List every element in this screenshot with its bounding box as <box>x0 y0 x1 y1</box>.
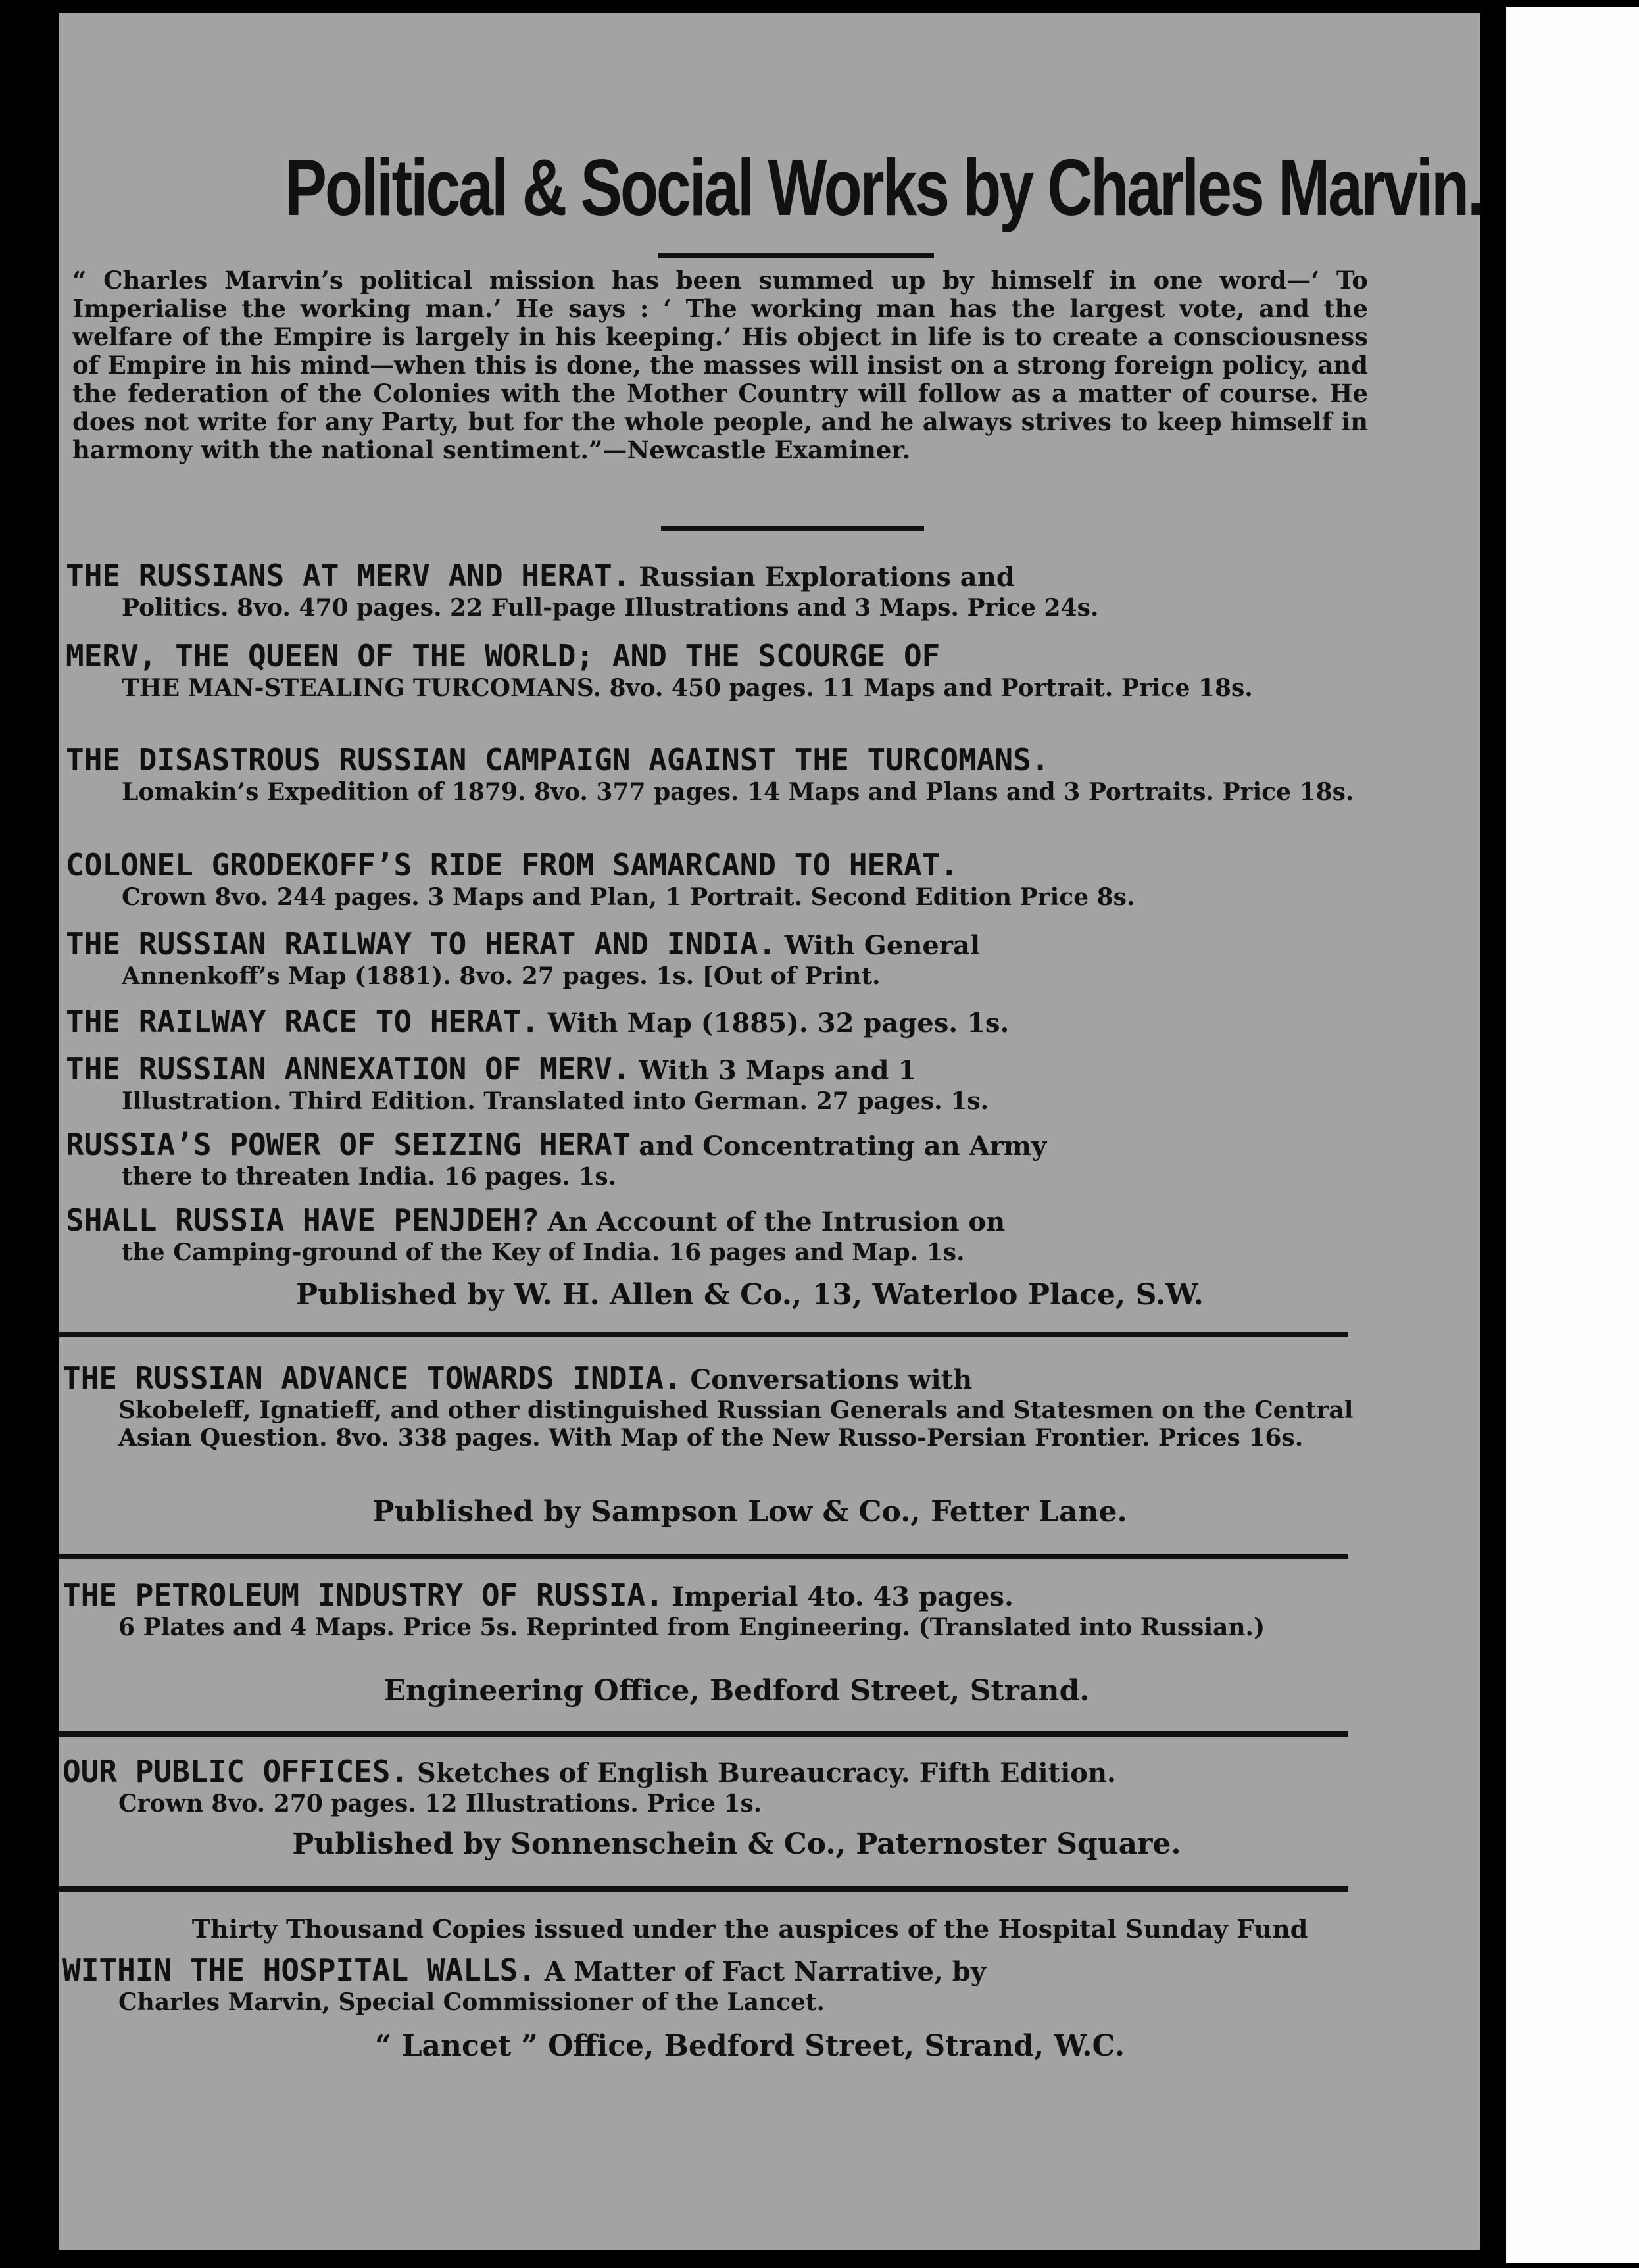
book-details-cont: Lomakin’s Expedition of 1879. 8vo. 377 pages. 14 Maps and Plans and 3 Portraits. Price 18s. <box>122 778 1354 806</box>
section-divider <box>59 1731 1348 1737</box>
title-divider <box>658 253 934 258</box>
book-details: and Concentrating an Army <box>639 1131 1047 1162</box>
book-title: RUSSIA’S POWER OF SEIZING HERAT <box>66 1127 631 1162</box>
publisher-line: “ Lancet ” Office, Bedford Street, Strand, W.C. <box>374 2029 1125 2063</box>
book-details-cont: Annenkoff’s Map (1881). 8vo. 27 pages. 1s. [Out of Print. <box>122 962 881 990</box>
book-entry <box>62 1362 1358 1452</box>
book-title: THE RUSSIAN ADVANCE TOWARDS INDIA. <box>62 1360 682 1396</box>
book-entry <box>66 1204 1361 1266</box>
review-quote: “ Charles Marvin’s political mission has been summed up by himself in one word—‘ To Imperialise the working man.’ He says : ‘ The working man has the largest vote, and the welfare of the Empire is largely in his keeping.’ His object in life is to create a consciousness of Empire in his mind—when this is done, the masses will insist on a strong foreign policy, and the federation of the Colonies with the Mother Country will follow as a matter of course. He does not write for any Party, but for the whole people, and he always strives to keep himself in harmony with the national sentiment.”—Newcastle Examiner. <box>72 266 1368 464</box>
book-title: SHALL RUSSIA HAVE PENJDEH? <box>66 1202 540 1238</box>
book-entry <box>66 743 1361 806</box>
publisher-line: Published by Sonnenschein & Co., Paternoster Square. <box>292 1827 1181 1861</box>
book-details-cont: Crown 8vo. 270 pages. 12 Illustrations. Price 1s. <box>118 1790 762 1817</box>
book-details-cont: Crown 8vo. 244 pages. 3 Maps and Plan, 1 Portrait. Second Edition Price 8s. <box>122 883 1135 911</box>
book-entry <box>66 1005 1361 1040</box>
book-entry <box>66 849 1361 911</box>
book-title: THE RUSSIAN RAILWAY TO HERAT AND INDIA. <box>66 926 777 962</box>
book-details: With 3 Maps and 1 <box>639 1055 917 1086</box>
book-details: An Account of the Intrusion on <box>547 1206 1006 1237</box>
book-details: Conversations with <box>690 1364 973 1395</box>
book-entry <box>62 1954 1358 2016</box>
book-entry <box>66 639 1361 702</box>
book-title: THE DISASTROUS RUSSIAN CAMPAIGN AGAINST THE TURCOMANS. <box>66 742 1050 777</box>
blank-facing-page <box>1506 7 1639 2263</box>
book-details: With General <box>784 930 981 961</box>
book-title: THE PETROLEUM INDUSTRY OF RUSSIA. <box>62 1577 664 1613</box>
book-details-cont: THE MAN-STEALING TURCOMANS. 8vo. 450 pages. 11 Maps and Portrait. Price 18s. <box>122 674 1253 702</box>
book-title: MERV, THE QUEEN OF THE WORLD; AND THE SCOURGE OF <box>66 638 941 674</box>
book-details: Russian Explorations and <box>639 562 1015 593</box>
book-details-cont: 6 Plates and 4 Maps. Price 5s. Reprinted from Engineering. (Translated into Russian.) <box>118 1614 1265 1641</box>
book-title: THE RUSSIAN ANNEXATION OF MERV. <box>66 1051 631 1087</box>
book-details: Sketches of English Bureaucracy. Fifth Edition. <box>416 1758 1116 1788</box>
book-details-cont: Skobeleff, Ignatieff, and other distinguished Russian Generals and Statesmen on the Central Asian Question. 8vo. 338 pages. With Map of the New Russo-Persian Frontier. Prices 16s. <box>118 1396 1354 1452</box>
quote-divider <box>661 526 924 531</box>
book-entry <box>66 1052 1361 1115</box>
book-title: OUR PUBLIC OFFICES. <box>62 1754 409 1789</box>
book-title: WITHIN THE HOSPITAL WALLS. <box>62 1952 537 1988</box>
section-divider <box>59 1554 1348 1559</box>
book-details-cont: the Camping-ground of the Key of India. 16 pages and Map. 1s. <box>122 1239 965 1266</box>
book-entry <box>66 559 1361 622</box>
book-title: COLONEL GRODEKOFF’S RIDE FROM SAMARCAND TO HERAT. <box>66 847 959 883</box>
book-entry <box>62 1755 1358 1817</box>
book-details: A Matter of Fact Narrative, by <box>544 1956 987 1987</box>
book-title: THE RUSSIANS AT MERV AND HERAT. <box>66 558 631 593</box>
book-entry <box>62 1579 1358 1641</box>
book-details: Imperial 4to. 43 pages. <box>672 1581 1014 1612</box>
book-details-cont: there to threaten India. 16 pages. 1s. <box>122 1163 617 1191</box>
book-entry <box>66 1128 1361 1191</box>
fund-line: Thirty Thousand Copies issued under the auspices of the Hospital Sunday Fund <box>191 1914 1308 1944</box>
book-details-cont: Charles Marvin, Special Commissioner of the Lancet. <box>118 1988 825 2016</box>
page-title: Political & Social Works by Charles Marvin. <box>285 143 1483 232</box>
book-entry <box>66 927 1361 990</box>
publisher-line: Engineering Office, Bedford Street, Strand. <box>383 1674 1090 1708</box>
publisher-line: Published by Sampson Low & Co., Fetter Lane. <box>372 1495 1127 1529</box>
book-title: THE RAILWAY RACE TO HERAT. <box>66 1004 540 1039</box>
book-details-cont: Politics. 8vo. 470 pages. 22 Full-page Illustrations and 3 Maps. Price 24s. <box>122 594 1099 622</box>
book-details-cont: Illustration. Third Edition. Translated into German. 27 pages. 1s. <box>122 1087 989 1115</box>
section-divider <box>59 1332 1348 1337</box>
book-details: With Map (1885). 32 pages. 1s. <box>547 1008 1010 1039</box>
section-divider <box>59 1886 1348 1892</box>
publisher-line: Published by W. H. Allen & Co., 13, Waterloo Place, S.W. <box>296 1278 1204 1312</box>
